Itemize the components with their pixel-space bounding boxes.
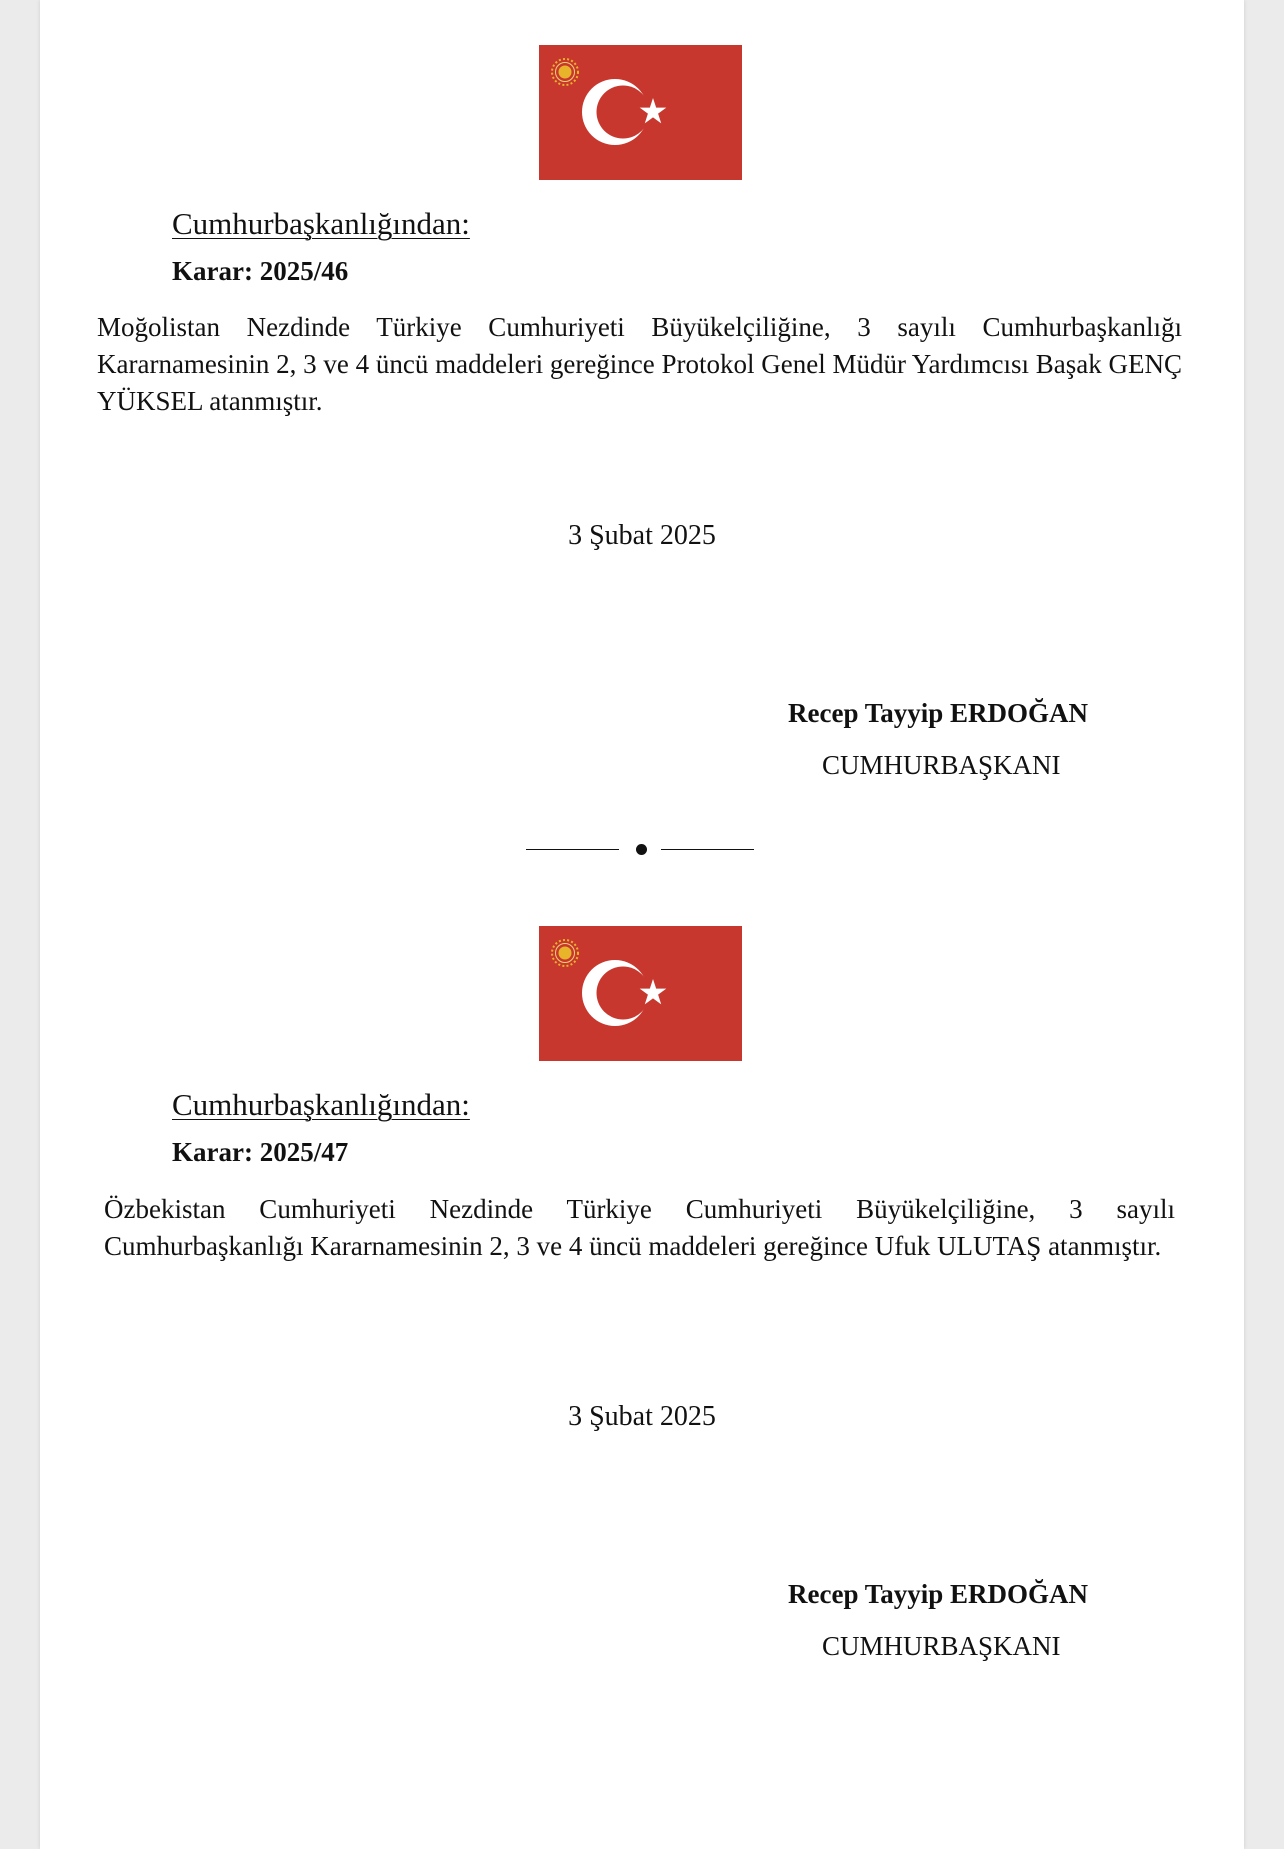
decision-date: 3 Şubat 2025 — [568, 1401, 716, 1432]
decision-number: Karar: 2025/46 — [172, 256, 349, 286]
decision-body: Moğolistan Nezdinde Türkiye Cumhuriyeti Büyükelçiliğine, 3 sayılı Cumhurbaşkanlığı Kararnamesinin 2, 3 ve 4 üncü maddeleri gereğince Protokol Genel Müdür Yardımcısı Başak GENÇ YÜKSEL atanmıştır. — [97, 312, 1182, 416]
decision-heading: Cumhurbaşkanlığından: — [172, 1087, 470, 1122]
decision-number: Karar: 2025/47 — [172, 1137, 349, 1167]
signatory-name: Recep Tayyip ERDOĞAN — [788, 698, 1089, 728]
signatory-title: CUMHURBAŞKANI — [822, 1631, 1061, 1661]
signatory-title: CUMHURBAŞKANI — [822, 750, 1061, 780]
separator-bullet — [636, 844, 647, 855]
separator-line-left — [526, 849, 619, 850]
separator-line-right — [661, 849, 754, 850]
document-page — [40, 0, 1244, 1849]
decision-heading: Cumhurbaşkanlığından: — [172, 206, 470, 241]
decision-body: Özbekistan Cumhuriyeti Nezdinde Türkiye Cumhuriyeti Büyükelçiliğine, 3 sayılı Cumhurbaşkanlığı Kararnamesinin 2, 3 ve 4 üncü maddeleri gereğince Ufuk ULUTAŞ atanmıştır. — [104, 1194, 1175, 1261]
turkish-flag-icon — [539, 926, 742, 1061]
turkish-flag-icon — [539, 45, 742, 180]
signatory-name: Recep Tayyip ERDOĞAN — [788, 1579, 1089, 1609]
decision-date: 3 Şubat 2025 — [568, 520, 716, 551]
section-separator — [526, 836, 758, 856]
